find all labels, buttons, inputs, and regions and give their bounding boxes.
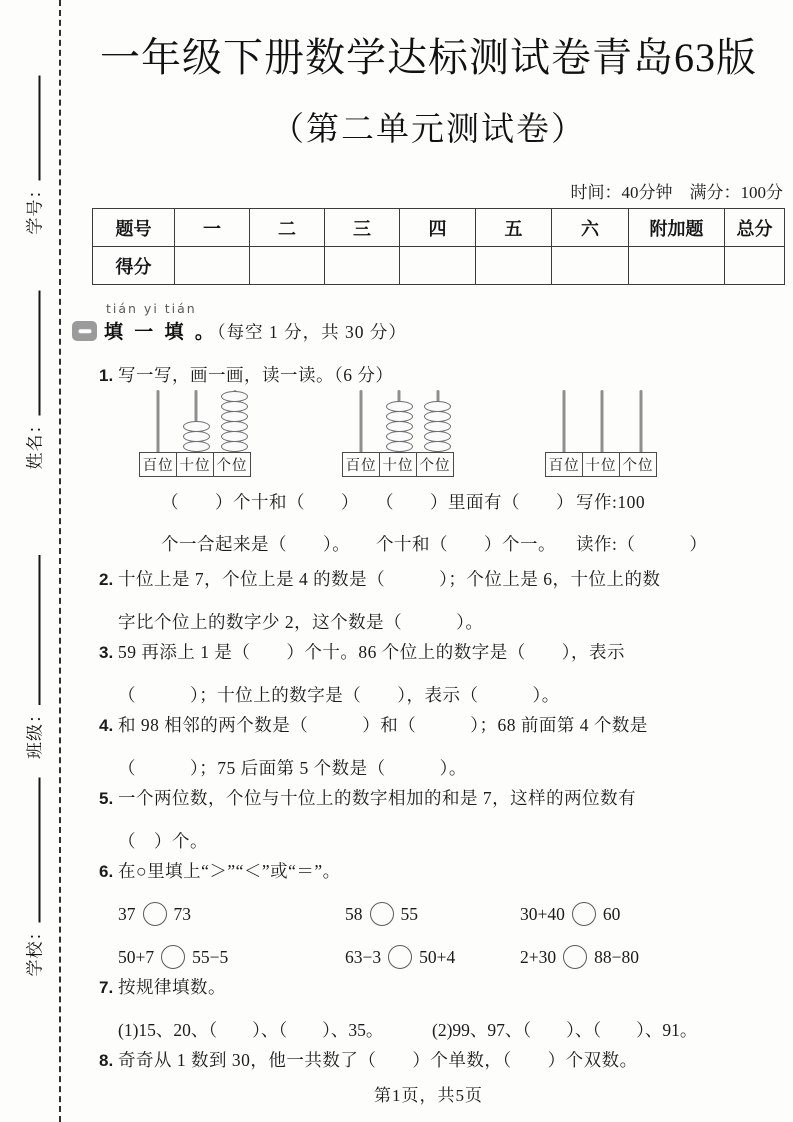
question-6 xyxy=(99,850,785,979)
rod-line xyxy=(601,390,604,452)
score-cell xyxy=(400,247,476,285)
paper-title: 一年级下册数学达标测试卷青岛63版 xyxy=(100,35,757,80)
compare-right: 55 xyxy=(400,904,418,924)
compare-left: 37 xyxy=(118,904,136,924)
compare-circle-blank xyxy=(572,902,596,926)
student-id-blank-line xyxy=(37,76,41,181)
place-label-ones: 个位 xyxy=(619,452,657,477)
question-3-number: 3. xyxy=(99,643,114,662)
abacus-3-tens-rod xyxy=(583,390,621,452)
score-cell xyxy=(552,247,629,285)
compare-right: 73 xyxy=(173,904,191,924)
rod-line xyxy=(563,390,566,452)
abacus-1 xyxy=(139,390,254,477)
score-table-score-row xyxy=(93,247,785,285)
compare-left: 30+40 xyxy=(520,904,565,924)
score-cell xyxy=(629,247,725,285)
abacus-bead xyxy=(424,441,451,452)
question-list xyxy=(99,354,785,1082)
abacus-bead xyxy=(221,441,248,452)
compare-circle-blank xyxy=(143,902,167,926)
abacus-2-tens-rod xyxy=(380,390,418,452)
question-2-line-1: 十位上是 7，个位上是 4 的数是（ ）；个位上是 6，十位上的数 xyxy=(118,569,661,589)
class-blank-line xyxy=(37,555,41,705)
compare-right: 50+4 xyxy=(419,947,456,967)
question-8-number: 8. xyxy=(99,1051,114,1070)
abacus-answer-blanks xyxy=(161,489,785,556)
time-score-info: 时间：40分钟 满分：100分 xyxy=(570,183,783,202)
question-4-number: 4. xyxy=(99,716,114,735)
abacus-3-write-as: 写作:100 xyxy=(576,492,646,512)
student-id-field xyxy=(21,76,46,235)
section-number-badge xyxy=(72,321,97,341)
test-paper xyxy=(72,0,785,1122)
question-4-line-2: （ ）；75 后面第 5 个数是（ ）。 xyxy=(118,758,467,778)
student-id-label: 学号： xyxy=(25,180,45,235)
rod-line xyxy=(157,390,160,452)
school-label: 学校： xyxy=(25,922,45,977)
abacus-3-read-as: 读作:（ ） xyxy=(576,534,708,554)
question-1-text: 写一写，画一画，读一读。（6 分） xyxy=(118,365,394,385)
question-8 xyxy=(99,1039,785,1082)
abacus-2 xyxy=(342,390,457,477)
question-7-number: 7. xyxy=(99,978,114,997)
school-blank-line xyxy=(37,778,41,923)
section-one-header xyxy=(72,301,785,344)
compare-right: 55−5 xyxy=(192,947,229,967)
place-label-hundreds: 百位 xyxy=(342,452,380,477)
score-cell xyxy=(325,247,400,285)
question-6-text: 在○里填上“＞”“＜”或“＝”。 xyxy=(118,861,341,881)
rod-line xyxy=(360,390,363,452)
question-3-line-2: （ ）；十位上的数字是（ ），表示（ ）。 xyxy=(118,685,560,705)
question-5-line-2: （ ）个。 xyxy=(118,831,208,851)
abacus-1-hundreds-rod xyxy=(139,390,177,452)
question-3-line-1: 59 再添上 1 是（ ）个十。86 个位上的数字是（ ），表示 xyxy=(118,642,625,662)
abacus-1-tens-rod xyxy=(177,390,215,452)
score-cell xyxy=(250,247,325,285)
score-cell xyxy=(476,247,552,285)
page-number: 第1页，共5页 xyxy=(374,1086,483,1105)
minus-icon xyxy=(78,329,91,333)
abacus-3 xyxy=(545,390,660,477)
score-cell xyxy=(725,247,785,285)
paper-subtitle: （第二单元测试卷） xyxy=(271,112,586,148)
abacus-2-ones-rod xyxy=(419,390,457,452)
score-table-corner: 题号 xyxy=(93,209,175,247)
question-2-number: 2. xyxy=(99,570,114,589)
place-label-hundreds: 百位 xyxy=(545,452,583,477)
abacus-2-answer-line-2: 个十和（ ）个一。 xyxy=(376,534,556,554)
question-2-line-2: 字比个位上的数字少 2，这个数是（ ）。 xyxy=(118,612,484,632)
compare-right: 60 xyxy=(602,904,621,924)
compare-right: 88−80 xyxy=(594,947,639,967)
question-4-line-1: 和 98 相邻的两个数是（ ）和（ ）；68 前面第 4 个数是 xyxy=(118,715,648,735)
question-5-line-1: 一个两位数，个位与十位上的数字相加的和是 7，这样的两位数有 xyxy=(118,788,637,808)
cut-dashed-line xyxy=(59,0,61,1122)
abacus-figure xyxy=(139,390,785,477)
score-col-bonus: 附加题 xyxy=(629,209,725,247)
score-row-label: 得分 xyxy=(93,247,175,285)
section-title: 填 一 填 。 xyxy=(104,322,217,343)
place-label-tens: 十位 xyxy=(379,452,417,477)
student-name-blank-line xyxy=(37,291,41,416)
question-7-sequence-1: (1)15、20、（ ）、（ ）、35。 xyxy=(118,1020,384,1040)
abacus-bead xyxy=(183,441,210,452)
place-label-tens: 十位 xyxy=(582,452,620,477)
question-6-row-1 xyxy=(118,893,785,936)
question-7-sequence-2: (2)99、97、（ ）、（ ）、91。 xyxy=(432,1020,698,1040)
place-label-ones: 个位 xyxy=(213,452,251,477)
place-label-ones: 个位 xyxy=(416,452,454,477)
rod-line xyxy=(639,390,642,452)
score-col-total: 总分 xyxy=(725,209,785,247)
question-1-number: 1. xyxy=(99,366,114,385)
question-7-text: 按规律填数。 xyxy=(118,977,226,997)
section-one-title-block xyxy=(104,301,407,344)
abacus-2-hundreds-rod xyxy=(342,390,380,452)
compare-left: 50+7 xyxy=(118,947,155,967)
question-5-number: 5. xyxy=(99,789,114,808)
compare-left: 58 xyxy=(345,904,363,924)
section-pinyin: tián yi tián xyxy=(106,301,197,316)
score-col-2: 二 xyxy=(250,209,325,247)
score-col-3: 三 xyxy=(325,209,400,247)
place-label-hundreds: 百位 xyxy=(139,452,177,477)
compare-left: 63−3 xyxy=(345,947,382,967)
compare-left: 2+30 xyxy=(520,947,557,967)
score-col-1: 一 xyxy=(175,209,250,247)
score-table-header-row xyxy=(93,209,785,247)
abacus-2-answer-line-1: （ ）里面有（ ） xyxy=(376,492,574,512)
class-field xyxy=(21,555,46,759)
student-name-label: 姓名： xyxy=(25,415,45,470)
abacus-1-ones-rod xyxy=(216,390,254,452)
score-cell xyxy=(175,247,250,285)
compare-item xyxy=(520,893,785,936)
compare-item xyxy=(345,893,520,936)
abacus-3-ones-rod xyxy=(622,390,660,452)
compare-item xyxy=(118,893,345,936)
abacus-1-answer-line-1: （ ）个十和（ ） xyxy=(161,492,359,512)
class-label: 班级： xyxy=(25,705,45,759)
score-table xyxy=(92,208,785,285)
score-col-5: 五 xyxy=(476,209,552,247)
place-label-tens: 十位 xyxy=(176,452,214,477)
student-name-field xyxy=(21,291,46,470)
question-8-text: 奇奇从 1 数到 30，他一共数了（ ）个单数，（ ）个双数。 xyxy=(118,1050,638,1070)
abacus-3-hundreds-rod xyxy=(545,390,583,452)
score-col-4: 四 xyxy=(400,209,476,247)
abacus-1-answer-line-2: 个一合起来是（ ）。 xyxy=(161,534,351,554)
score-col-6: 六 xyxy=(552,209,629,247)
school-field xyxy=(21,778,46,977)
abacus-bead xyxy=(386,441,413,452)
section-score-note: （每空 1 分，共 30 分） xyxy=(216,322,407,342)
question-6-number: 6. xyxy=(99,862,114,881)
compare-circle-blank xyxy=(370,902,394,926)
